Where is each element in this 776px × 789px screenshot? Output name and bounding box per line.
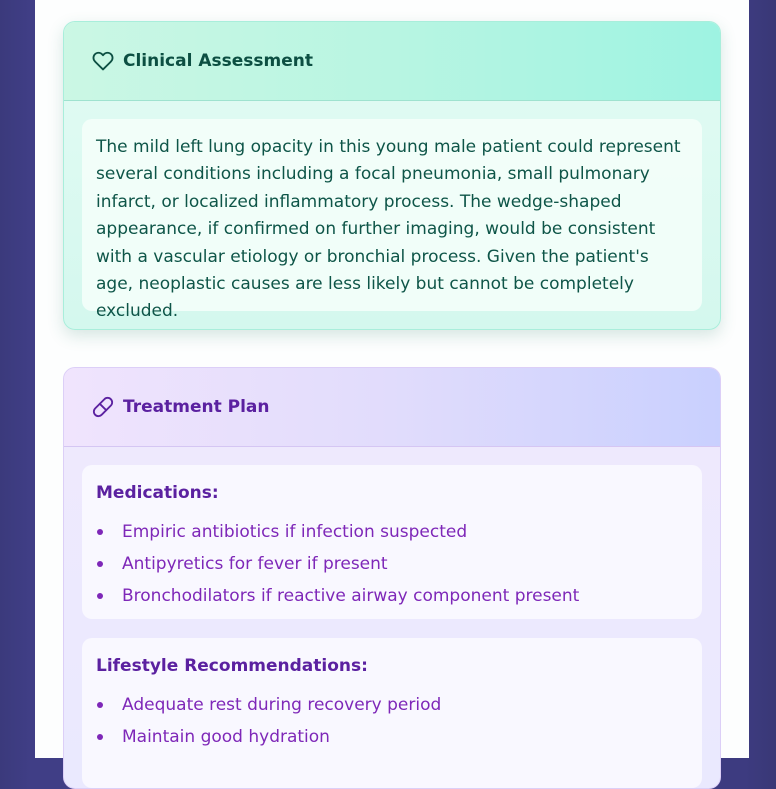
treatment-plan-header: [64, 368, 720, 447]
list-item-text: Bronchodilators if reactive airway component present: [122, 586, 580, 606]
list-item: [96, 721, 441, 753]
treatment-plan-title: Treatment Plan: [123, 397, 270, 417]
medications-list: [96, 516, 579, 612]
report-page: [35, 0, 749, 758]
heart-icon: [92, 50, 114, 72]
lifestyle-section: [82, 638, 702, 788]
bullet-icon: [97, 734, 103, 740]
pill-icon: [92, 396, 114, 418]
list-item: [96, 548, 579, 580]
medications-title: Medications:: [96, 483, 219, 503]
bullet-icon: [97, 593, 103, 599]
list-item: [96, 689, 441, 721]
bullet-icon: [97, 561, 103, 567]
list-item-text: Adequate rest during recovery period: [122, 695, 442, 715]
clinical-assessment-card: [63, 21, 721, 330]
list-item-text: Antipyretics for fever if present: [122, 554, 388, 574]
clinical-assessment-title: Clinical Assessment: [123, 51, 313, 71]
treatment-plan-card: [63, 367, 721, 789]
bullet-icon: [97, 529, 103, 535]
lifestyle-title: Lifestyle Recommendations:: [96, 656, 368, 676]
bullet-icon: [97, 702, 103, 708]
list-item-text: Maintain good hydration: [122, 727, 330, 747]
lifestyle-list: [96, 689, 441, 753]
list-item-text: Empiric antibiotics if infection suspected: [122, 522, 468, 542]
clinical-assessment-header: [64, 22, 720, 101]
medications-section: [82, 465, 702, 619]
clinical-assessment-text: The mild left lung opacity in this young male patient could represent several conditions including a focal pneumonia, small pulmonary infarct, or localized inflammatory process. The wedge-shaped appearance, if confirmed on further imaging, would be consistent with a vascular etiology or bronchial process. Given the patient's age, neoplastic causes are less likely but cannot be completely excluded.: [96, 137, 681, 322]
list-item: [96, 516, 579, 548]
clinical-assessment-body: [82, 119, 702, 322]
list-item: [96, 580, 579, 612]
